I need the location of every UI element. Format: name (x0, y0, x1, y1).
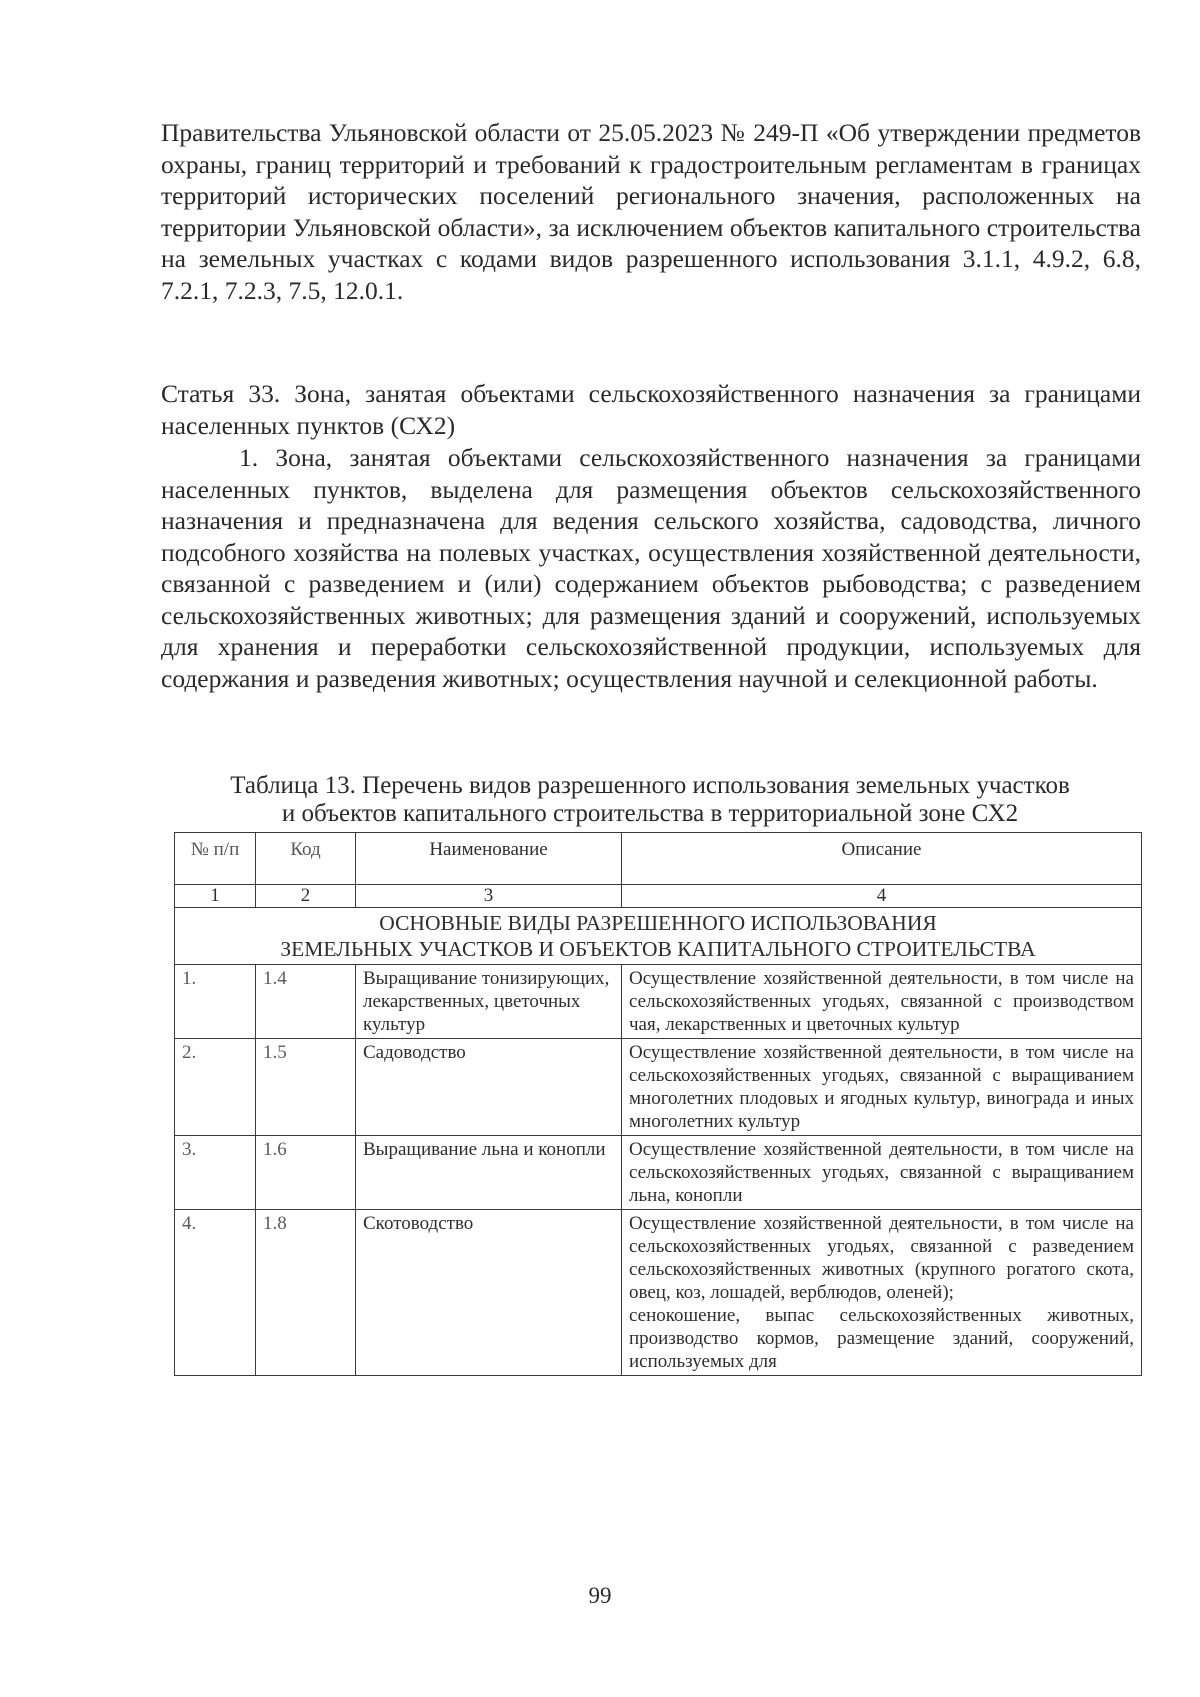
row-description: Осуществление хозяйственной деятельности, в том числе на сельскохозяйственных угодьях, связанной с выращиванием многолетних плодовых и ягодных культур, винограда и иных многолетних культур (622, 1039, 1142, 1136)
header-description: Описание (622, 833, 1142, 885)
article-heading: Статья 33. Зона, занятая объектами сельскохозяйственного назначения за границами населенных пунктов (СХ2) (161, 379, 1141, 440)
column-number-1: 1 (175, 885, 256, 908)
column-number-2: 2 (256, 885, 356, 908)
table-row (175, 965, 1142, 1039)
header-number: № п/п (175, 833, 256, 885)
column-numbers-row (175, 885, 1142, 908)
table-row (175, 1136, 1142, 1210)
table-row (175, 1210, 1142, 1376)
paragraph-continuation: Правительства Ульяновской области от 25.05.2023 № 249-П «Об утверждении предметов охраны, границ территорий и требований к градостроительным регламентам в границах территорий исторических поселений регионального значения, расположенных на территории Ульяновской области», за исключением объектов капитального строительства на земельных участках с кодами видов разрешенного использования 3.1.1, 4.9.2, 6.8, 7.2.1, 7.2.3, 7.5, 12.0.1. (161, 118, 1141, 305)
section-header-row (175, 908, 1142, 965)
land-use-table (174, 832, 1142, 1376)
paragraph-zone-description: 1. Зона, занятая объектами сельскохозяйственного назначения за границами населенных пунктов, выделена для размещения объектов сельскохозяйственного назначения и предназначена для ведения сельского хозяйства, садоводства, личного подсобного хозяйства на полевых участках, осуществления хозяйственной деятельности, связанной с разведением и (или) содержанием объектов рыбоводства; с разведением сельскохозяйственных животных; для размещения зданий и сооружений, используемых для хранения и переработки сельскохозяйственной продукции, используемых для содержания и разведения животных; осуществления научной и селекционной работы. (161, 443, 1141, 693)
row-name: Выращивание льна и конопли (356, 1136, 622, 1210)
row-code: 1.8 (256, 1210, 356, 1376)
header-name: Наименование (356, 833, 622, 885)
row-code: 1.5 (256, 1039, 356, 1136)
table-caption-line-1: Таблица 13. Перечень видов разрешенного использования земельных участков (230, 772, 1070, 799)
row-number: 4. (175, 1210, 256, 1376)
table-caption (150, 772, 1150, 828)
section-title-line-2: ЗЕМЕЛЬНЫХ УЧАСТКОВ И ОБЪЕКТОВ КАПИТАЛЬНОГО СТРОИТЕЛЬСТВА (280, 937, 1036, 961)
row-name: Выращивание тонизирующих, лекарственных, цветочных культур (356, 965, 622, 1039)
row-description-part-1: Осуществление хозяйственной деятельности, в том числе на сельскохозяйственных угодьях, связанной с разведением сельскохозяйственных животных (крупного рогатого скота, овец, коз, лошадей, верблюдов, оленей); (629, 1213, 1134, 1303)
row-description (622, 1210, 1142, 1376)
row-number: 1. (175, 965, 256, 1039)
table-row (175, 1039, 1142, 1136)
table-caption-line-2: и объектов капитального строительства в территориальной зоне СХ2 (281, 800, 1019, 827)
page-number: 99 (588, 1583, 612, 1608)
row-name: Садоводство (356, 1039, 622, 1136)
header-code: Код (256, 833, 356, 885)
table-header-row (175, 833, 1142, 885)
row-number: 2. (175, 1039, 256, 1136)
row-name: Скотоводство (356, 1210, 622, 1376)
section-title (175, 908, 1142, 965)
column-number-3: 3 (356, 885, 622, 908)
column-number-4: 4 (622, 885, 1142, 908)
row-description: Осуществление хозяйственной деятельности, в том числе на сельскохозяйственных угодьях, связанной с производством чая, лекарственных и цветочных культур (622, 965, 1142, 1039)
section-title-line-1: ОСНОВНЫЕ ВИДЫ РАЗРЕШЕННОГО ИСПОЛЬЗОВАНИЯ (379, 911, 937, 935)
row-code: 1.4 (256, 965, 356, 1039)
row-description-part-2: сенокошение, выпас сельскохозяйственных животных, производство кормов, размещение зданий, сооружений, используемых для (629, 1305, 1134, 1372)
row-code: 1.6 (256, 1136, 356, 1210)
row-description: Осуществление хозяйственной деятельности, в том числе на сельскохозяйственных угодьях, связанной с выращиванием льна, конопли (622, 1136, 1142, 1210)
row-number: 3. (175, 1136, 256, 1210)
